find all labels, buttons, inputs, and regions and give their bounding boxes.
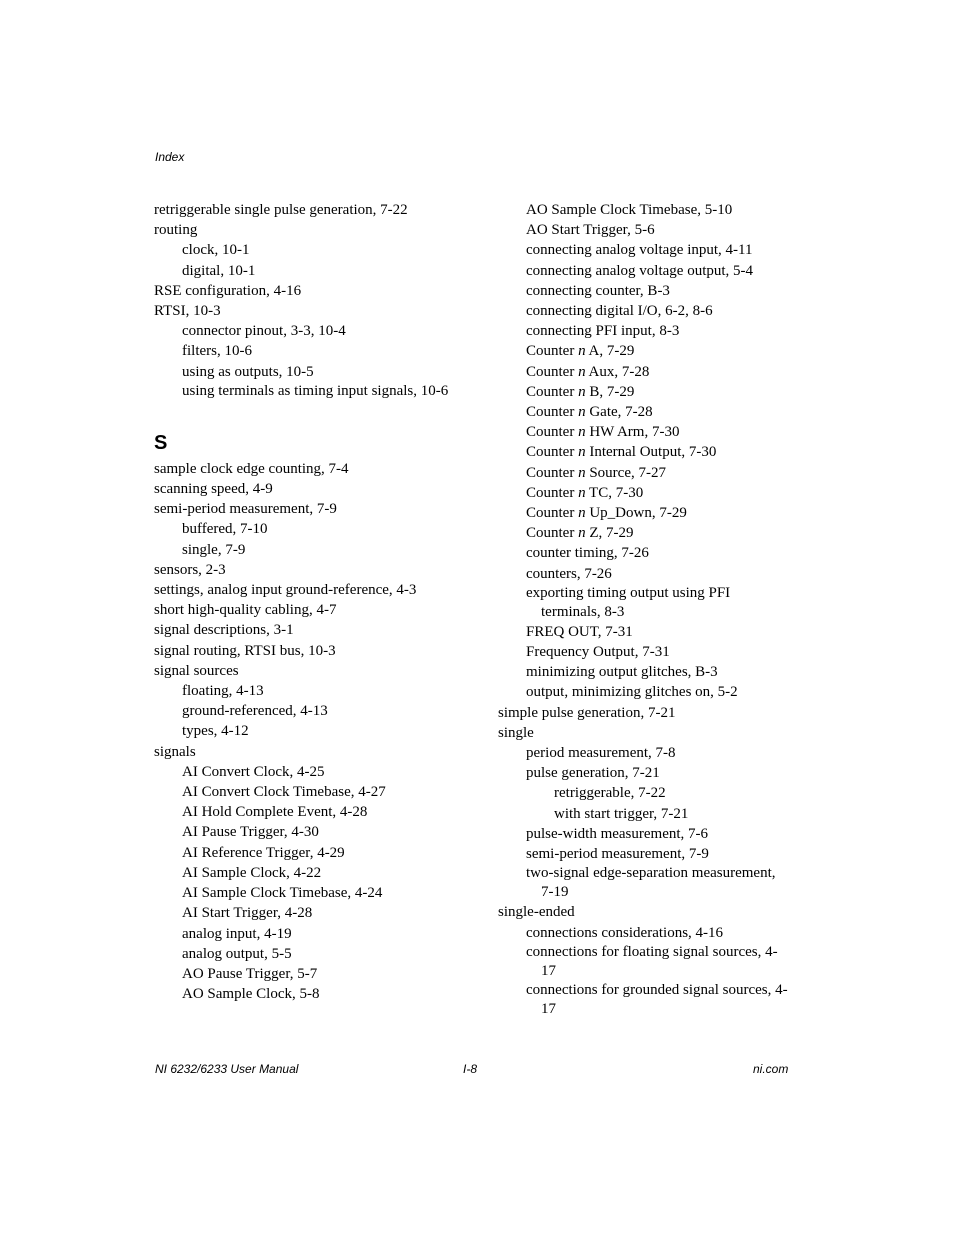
index-subentry: connector pinout, 3-3, 10-4 (182, 323, 346, 340)
index-column-right (498, 200, 788, 1019)
running-header: Index (155, 150, 185, 164)
index-subentry: AO Pause Trigger, 5-7 (182, 965, 318, 982)
index-entry: signals (154, 743, 196, 760)
index-subentry: minimizing output glitches, B-3 (526, 664, 718, 681)
index-entry: settings, analog input ground-reference, 4-3 (154, 582, 417, 599)
index-subentry: pulse-width measurement, 7-6 (526, 825, 709, 842)
index-subentry: AI Sample Clock, 4-22 (182, 864, 322, 881)
index-column-left (154, 200, 474, 1004)
index-subentry: Counter n Aux, 7-28 (526, 363, 650, 380)
index-subentry: AI Hold Complete Event, 4-28 (182, 804, 368, 821)
index-subentry: AO Sample Clock Timebase, 5-10 (526, 202, 733, 218)
index-subentry: AO Sample Clock, 5-8 (182, 986, 320, 1003)
index-subentry: counters, 7-26 (526, 565, 612, 582)
footer-manual-title: NI 6232/6233 User Manual (155, 1062, 299, 1076)
index-subentry: retriggerable, 7-22 (554, 785, 666, 802)
index-subentry: single, 7-9 (182, 541, 246, 558)
index-subentry: connecting digital I/O, 6-2, 8-6 (526, 303, 713, 320)
index-entry: retriggerable single pulse generation, 7-22 (154, 202, 408, 218)
index-subentry: exporting timing output using PFI terminals, 8-3 (526, 584, 731, 620)
index-subentry: using as outputs, 10-5 (182, 363, 314, 380)
index-entry: sample clock edge counting, 7-4 (154, 460, 349, 477)
index-subentry: pulse generation, 7-21 (526, 765, 660, 782)
index-entry: simple pulse generation, 7-21 (498, 704, 676, 721)
index-entry: signal descriptions, 3-1 (154, 622, 294, 639)
index-subentry: AI Pause Trigger, 4-30 (182, 824, 319, 841)
index-subentry: Counter n HW Arm, 7-30 (526, 424, 680, 441)
index-entry: routing (154, 222, 198, 239)
index-subentry: Counter n Up_Down, 7-29 (526, 505, 687, 522)
index-subentry: Counter n Z, 7-29 (526, 525, 634, 542)
index-subentry: with start trigger, 7-21 (554, 805, 689, 822)
index-subentry: Counter n Source, 7-27 (526, 464, 666, 481)
index-subentry: AI Reference Trigger, 4-29 (182, 844, 345, 861)
index-subentry: AI Convert Clock, 4-25 (182, 763, 325, 780)
index-subentry: using terminals as timing input signals, 10-6 (182, 382, 449, 399)
index-subentry: semi-period measurement, 7-9 (526, 846, 709, 863)
index-subentry: Counter n Internal Output, 7-30 (526, 444, 717, 461)
index-subentry: period measurement, 7-8 (526, 745, 676, 762)
index-entry: single (498, 724, 534, 741)
index-subentry: digital, 10-1 (182, 262, 256, 279)
index-subentry: connections for grounded signal sources, 4-17 (526, 981, 788, 1017)
index-subentry: Counter n A, 7-29 (526, 343, 635, 360)
index-entry: sensors, 2-3 (154, 561, 226, 578)
index-entry: single-ended (498, 904, 575, 921)
index-subentry: Counter n B, 7-29 (526, 383, 635, 400)
footer-website: ni.com (753, 1062, 789, 1076)
index-entry: signal routing, RTSI bus, 10-3 (154, 642, 336, 659)
index-subentry: two-signal edge-separation measurement, 7-19 (526, 865, 776, 901)
index-entry: RSE configuration, 4-16 (154, 282, 302, 299)
index-subentry: FREQ OUT, 7-31 (526, 623, 633, 640)
index-subentry: Counter n Gate, 7-28 (526, 404, 653, 421)
index-subentry: clock, 10-1 (182, 242, 250, 259)
index-subentry: AI Sample Clock Timebase, 4-24 (182, 885, 383, 902)
index-subentry: AI Convert Clock Timebase, 4-27 (182, 784, 386, 801)
index-subentry: connections for floating signal sources, 4-17 (526, 943, 778, 979)
index-entry: signal sources (154, 662, 239, 679)
index-subentry: ground-referenced, 4-13 (182, 703, 328, 720)
index-subentry: AO Start Trigger, 5-6 (526, 222, 655, 239)
index-subentry: types, 4-12 (182, 723, 249, 740)
index-subentry: AI Start Trigger, 4-28 (182, 905, 313, 922)
index-entry: RTSI, 10-3 (154, 303, 221, 320)
index-subentry: counter timing, 7-26 (526, 545, 649, 562)
footer-page-number: I-8 (463, 1062, 478, 1076)
index-subentry: filters, 10-6 (182, 343, 252, 360)
index-subentry: output, minimizing glitches on, 5-2 (526, 684, 738, 701)
index-subentry: Frequency Output, 7-31 (526, 644, 670, 661)
index-subentry: analog output, 5-5 (182, 945, 292, 962)
index-subentry: buffered, 7-10 (182, 521, 268, 538)
index-entry: short high-quality cabling, 4-7 (154, 602, 337, 619)
index-entry: scanning speed, 4-9 (154, 481, 273, 498)
index-subentry: floating, 4-13 (182, 683, 264, 700)
index-subentry: analog input, 4-19 (182, 925, 292, 942)
index-entry: semi-period measurement, 7-9 (154, 501, 337, 518)
index-subentry: connecting analog voltage input, 4-11 (526, 242, 753, 259)
index-subentry: connecting PFI input, 8-3 (526, 323, 680, 340)
index-subentry: connecting counter, B-3 (526, 282, 670, 299)
index-subentry: connecting analog voltage output, 5-4 (526, 262, 754, 279)
index-subentry: connections considerations, 4-16 (526, 924, 724, 941)
index-subentry: Counter n TC, 7-30 (526, 484, 644, 501)
index-section-letter: S (154, 431, 168, 454)
